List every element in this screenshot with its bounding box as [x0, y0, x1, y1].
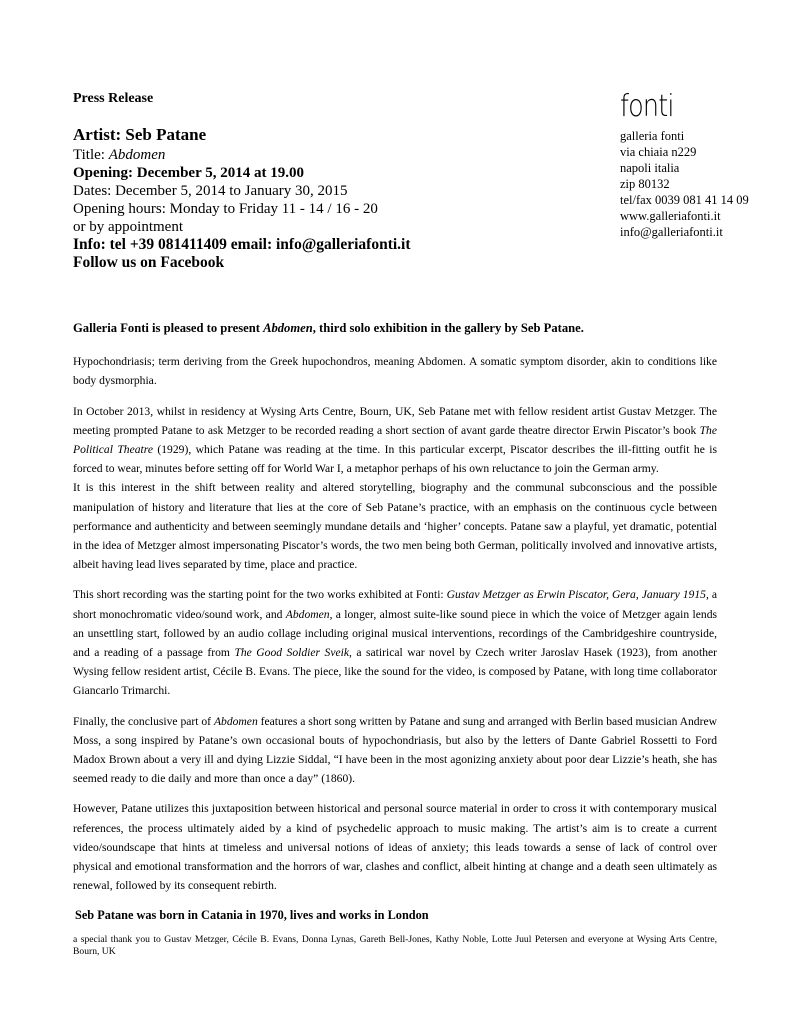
paragraph-hypochondriasis: Hypochondriasis; term deriving from the Greek hupochondros, meaning Abdomen. A somatic symptom disorder, akin to conditions like body dysmorphia.: [73, 355, 717, 388]
p4-book-sveik: The Good Soldier Sveik: [234, 646, 349, 660]
p5-work-abdomen: Abdomen: [213, 714, 258, 728]
dates-line: Dates: December 5, 2014 to January 30, 2015: [73, 183, 348, 199]
artist-heading: Artist: Seb Patane: [73, 125, 207, 144]
gallery-name: galleria fonti: [620, 129, 685, 143]
exhibition-header: [73, 124, 593, 272]
paragraph-juxtaposition: However, Patane utilizes this juxtaposition between historical and personal source material in order to cross it with contemporary musical references, the process ultimately aided by a kind of psychedelic approach to music making. The artist’s aim is to create a current video/soundscape that hints at timeless and universal notions of ideas of anxiety; this leads towards a sense of lack of control over physical and emotional transformation and the horrors of war, clashes and conflict, albeit hinting at change and a death seen ultimately as renewal, followed by its consequent rebirth.: [73, 802, 717, 893]
gallery-web: www.galleriafonti.it: [620, 209, 721, 223]
p2-text-a: In October 2013, whilst in residency at Wysing Arts Centre, Bourn, UK, Seb Patane met with fellow resident artist Gustav Metzger. The meeting prompted Patane to ask Metzger to be recorded reading a short section of avant garde theatre director Erwin Piscator’s book: [73, 404, 717, 437]
p4-text-b: , a short monochromatic video/sound work, and: [73, 588, 717, 621]
gallery-zip: zip 80132: [620, 177, 670, 191]
artist-bio-line: Seb Patane was born in Catania in 1970, lives and works in London: [75, 908, 429, 923]
p4-text-a: This short recording was the starting point for the two works exhibited at Fonti:: [73, 588, 447, 602]
p4-work-video: Gustav Metzger as Erwin Piscator, Gera, January 1915: [446, 588, 706, 602]
gallery-street: via chiaia n229: [620, 145, 697, 159]
p2-text-b: (1929), which Patane was reading at the time. In this particular excerpt, Piscator describes the ill-fitting outfit he is forced to wear, minutes before setting off for World War I, a metaphor perhaps of his own reluctance to join the German army.: [73, 443, 717, 476]
p5-text-a: Finally, the conclusive part of: [73, 714, 214, 728]
p4-text-d: , a satirical war novel by Czech writer Jaroslav Hasek (1923), from another Wysing fellow resident artist, Cécile B. Evans. The piece, like the sound for the video, is composed by Patane, with long time collaborator Giancarlo Trimarchi.: [73, 646, 717, 698]
p5-text-b: features a short song written by Patane and sung and arranged with Berlin based musician Andrew Moss, a song inspired by Patane’s own occasional bouts of hypochondriasis, but also by the letters of Dante Gabriel Rossetti to Ford Madox Brown about a very ill and dying Lizzie Siddal, “I have been in the most agonizing anxiety about poor dear Lizzie’s heath, she has seemed ready to die daily and more than once a day” (1860).: [73, 714, 717, 786]
info-line: Info: tel +39 081411409 email: info@galleriafonti.it: [73, 236, 411, 253]
press-release-label: Press Release: [73, 91, 154, 106]
fonti-logo: fonti: [620, 89, 674, 124]
paragraph-practice: It is this interest in the shift between reality and altered storytelling, biography and the communal subconscious and the possible manipulation of history and literature that lies at the core of Seb Patane’s practice, with an emphasis on the continuous cycle between performance and authenticity and between seemingly mundane details and ‘higher’ concepts. Patane saw a playful, yet dramatic, potential in the idea of Metzger almost impersonating Piscator’s words, the two men being both German, politically involved and innovative artists, albeit having lead lives separated by time, place and practice.: [73, 481, 717, 572]
p2-book-title: The Political Theatre: [73, 423, 717, 457]
follow-line: Follow us on Facebook: [73, 254, 225, 271]
lead-paragraph: [73, 319, 717, 338]
thanks-note: a special thank you to Gustav Metzger, Cécile B. Evans, Donna Lynas, Gareth Bell-Jones, Kathy Noble, Lotte Juul Petersen and everyone at Wysing Arts Centre, Bourn, UK: [73, 933, 717, 957]
gallery-tel: tel/fax 0039 081 41 14 09: [620, 193, 749, 207]
paragraph-residency: [73, 402, 717, 479]
paragraph-works: [73, 585, 717, 700]
p4-work-abdomen: Abdomen: [285, 607, 330, 621]
gallery-city: napoli italia: [620, 161, 680, 175]
paragraph-song: [73, 712, 717, 789]
title-work: Abdomen: [108, 147, 166, 163]
p4-text-c: , a longer, almost suite-like sound piece in which the voice of Metzger again lends an unsettling start, followed by an audio collage including original musical interventions, recordings of the Cambridgeshire countryside, and a reading of a passage from: [73, 607, 718, 660]
lead-title: Abdomen: [263, 321, 313, 335]
lead-text-b: , third solo exhibition in the gallery by Seb Patane.: [312, 321, 584, 335]
appointment-line: or by appointment: [73, 219, 183, 235]
lead-text-a: Galleria Fonti is pleased to present: [73, 321, 264, 335]
hours-line: Opening hours: Monday to Friday 11 - 14 / 16 - 20: [73, 201, 378, 217]
title-prefix: Title:: [73, 147, 109, 163]
gallery-address: [620, 128, 785, 240]
opening-line: Opening: December 5, 2014 at 19.00: [73, 165, 304, 181]
gallery-contact-block: [620, 90, 785, 240]
title-line: [73, 146, 593, 164]
gallery-email: info@galleriafonti.it: [620, 225, 723, 239]
press-release-body: [73, 319, 717, 969]
